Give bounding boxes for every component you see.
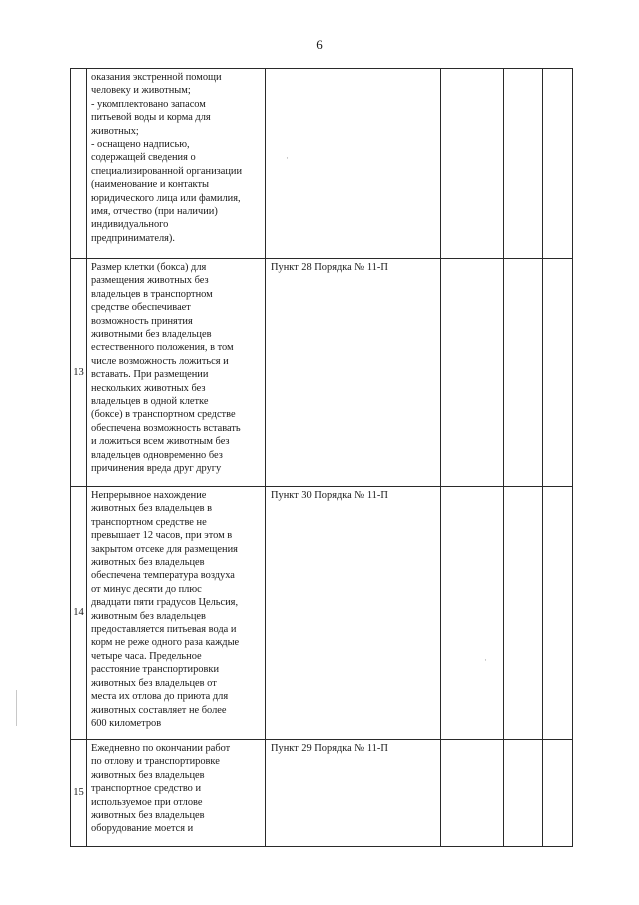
text-line: и ложиться всем животным без (91, 436, 230, 448)
text-line: Размер клетки (бокса) для (91, 262, 207, 273)
text-line: (наименование и контакты (91, 179, 209, 191)
text-line: владельцев одновременно без (91, 449, 223, 461)
page-number: 6 (316, 37, 323, 52)
requirements-table (70, 68, 573, 847)
text-line: имя, отчество (при наличии) (91, 206, 218, 218)
empty-cell (504, 740, 543, 847)
scan-artifact-mark: · (286, 153, 289, 163)
requirement-text-cell (87, 259, 266, 487)
scan-artifact-mark: · (484, 655, 487, 665)
text-line: обеспечена возможность вставать (91, 422, 241, 434)
text-line: владельцев в транспортном (91, 288, 213, 300)
text-line: животных составляет не более (91, 704, 227, 716)
text-line: обеспечена температура воздуха (91, 570, 235, 582)
text-line: оборудование моется и (91, 823, 194, 835)
text-line: возможность принятия (91, 315, 193, 327)
empty-cell (441, 259, 504, 487)
text-line: естественного положения, в том (91, 342, 234, 354)
requirement-text-cell (87, 69, 266, 259)
table-row (71, 69, 573, 259)
empty-cell (543, 487, 573, 740)
text-line: животным без владельцев (91, 610, 206, 622)
table-row (71, 740, 573, 847)
text-line: превышает 12 часов, при этом в (91, 530, 233, 542)
empty-cell (543, 259, 573, 487)
text-line: индивидуального (91, 219, 169, 231)
text-line: предпринимателя). (91, 232, 175, 244)
text-line: 600 километров (91, 717, 162, 729)
text-line: животных без владельцев в (91, 503, 213, 515)
text-line: Непрерывное нахождение (91, 490, 207, 501)
row-number-cell: 13 (71, 259, 87, 487)
text-line: четыре часа. Предельное (91, 650, 202, 662)
text-line: от минус десяти до плюс (91, 583, 202, 595)
empty-cell (543, 69, 573, 259)
text-line: человеку и животным; (91, 85, 191, 97)
legal-reference-cell (266, 69, 441, 259)
text-line: - укомплектовано запасом (91, 98, 206, 110)
text-line: места их отлова до приюта для (91, 691, 229, 703)
text-line: транспортное средство и (91, 783, 202, 795)
text-line: размещения животных без (91, 275, 209, 287)
text-line: средстве обеспечивает (91, 302, 191, 314)
scan-edge-mark (16, 690, 17, 726)
text-line: - оснащено надписью, (91, 139, 190, 151)
text-line: специализированной организации (91, 165, 243, 177)
row-number-cell: 15 (71, 740, 87, 847)
requirement-text-cell (87, 740, 266, 847)
empty-cell (504, 487, 543, 740)
text-line: используемое при отлове (91, 796, 203, 808)
text-line: владельцев в одной клетке (91, 396, 209, 408)
text-line: животных без владельцев (91, 810, 205, 822)
empty-cell (504, 69, 543, 259)
text-line: животными без владельцев (91, 329, 212, 341)
text-line: предоставляется питьевая вода и (91, 624, 237, 636)
text-line: корм не реже одного раза каждые (91, 637, 240, 649)
text-line: вставать. При размещении (91, 369, 209, 381)
text-line: (боксе) в транспортном средстве (91, 409, 236, 421)
text-line: транспортном средстве не (91, 516, 207, 528)
text-line: оказания экстренной помощи (91, 72, 222, 83)
text-line: нескольких животных без (91, 382, 206, 394)
text-line: Ежедневно по окончании работ (91, 743, 231, 754)
row-number-cell (71, 69, 87, 259)
text-line: юридического лица или фамилия, (91, 192, 241, 204)
text-line: расстояние транспортировки (91, 664, 220, 676)
legal-reference-cell: Пункт 29 Порядка № 11-П (266, 740, 441, 847)
legal-reference-cell: Пункт 30 Порядка № 11-П (266, 487, 441, 740)
empty-cell (441, 69, 504, 259)
text-line: содержащей сведения о (91, 152, 196, 164)
table-row (71, 259, 573, 487)
text-line: двадцати пяти градусов Цельсия, (91, 597, 239, 609)
legal-reference-cell: Пункт 28 Порядка № 11-П (266, 259, 441, 487)
empty-cell (441, 487, 504, 740)
text-line: животных без владельцев от (91, 677, 217, 689)
empty-cell (504, 259, 543, 487)
text-line: причинения вреда друг другу (91, 463, 222, 475)
text-line: числе возможность ложиться и (91, 355, 229, 367)
text-line: питьевой воды и корма для (91, 112, 211, 124)
text-line: животных; (91, 125, 139, 137)
text-line: животных без владельцев (91, 557, 205, 569)
requirement-text-cell (87, 487, 266, 740)
text-line: закрытом отсеке для размещения (91, 543, 238, 555)
text-line: по отлову и транспортировке (91, 756, 220, 768)
empty-cell (441, 740, 504, 847)
row-number-cell: 14 (71, 487, 87, 740)
table-row (71, 487, 573, 740)
empty-cell (543, 740, 573, 847)
text-line: животных без владельцев (91, 769, 205, 781)
